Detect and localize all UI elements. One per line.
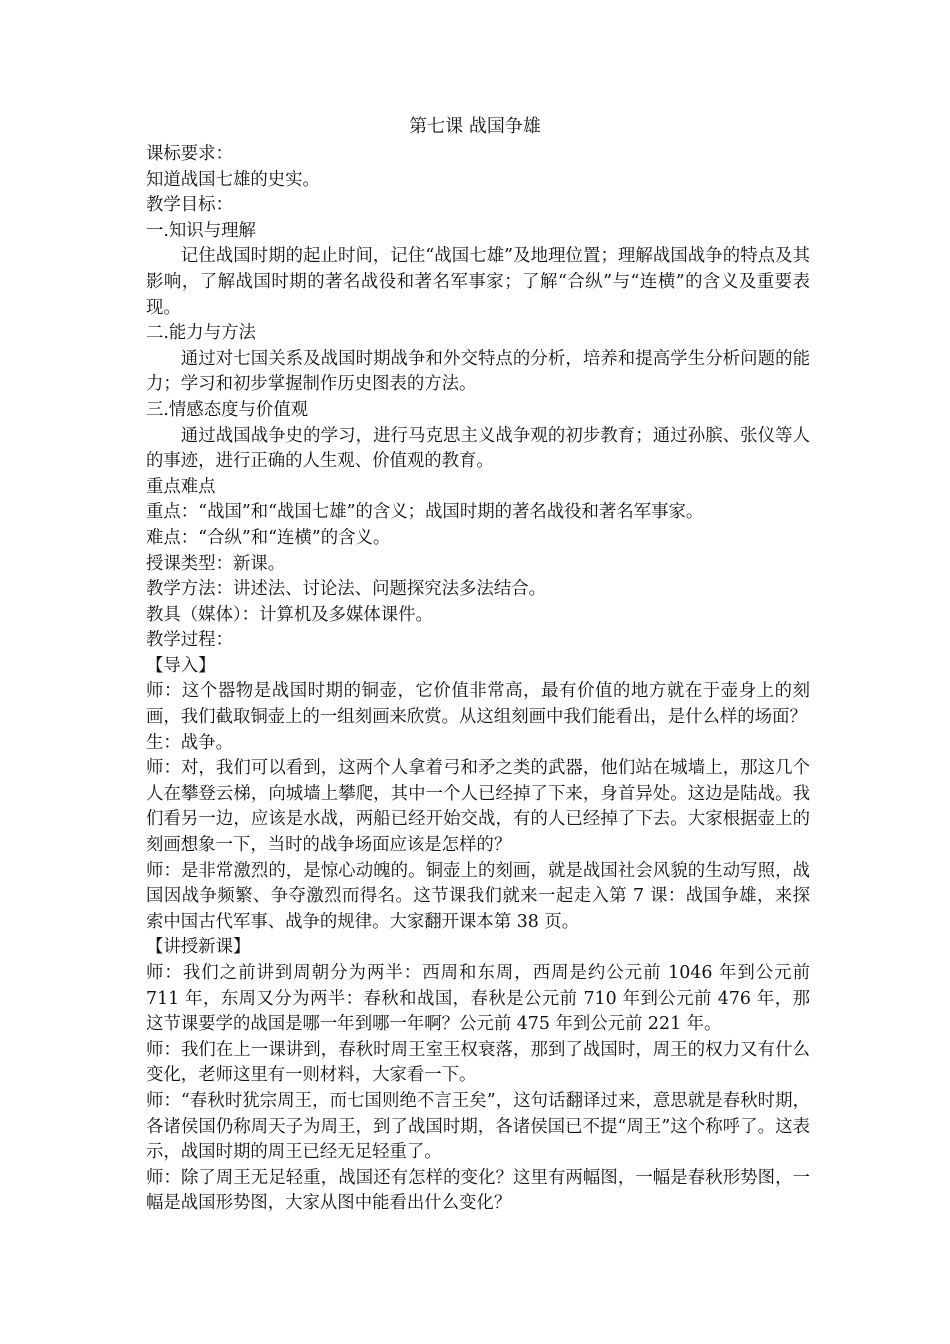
paragraph: 通过战国战争史的学习，进行马克思主义战争观的初步教育；通过孙膑、张仪等人的事迹，进行正确的人生观、价值观的教育。	[146, 425, 810, 472]
paragraph: 【导入】	[146, 655, 216, 676]
paragraph: 知道战国七雄的史实。	[146, 169, 320, 190]
paragraph: 通过对七国关系及战国时期战争和外交特点的分析，培养和提高学生分析问题的能力；学习和初步掌握制作历史图表的方法。	[146, 348, 810, 395]
paragraph: 重点难点	[146, 476, 216, 497]
paragraph: 师：我们之前讲到周朝分为两半：西周和东周，西周是约公元前 1046 年到公元前 711 年，东周又分为两半：春秋和战国，春秋是公元前 710 年到公元前 476 年，那这节课要学的战国是哪一年到哪一年啊？公元前 475 年到公元前 221 年。	[146, 963, 810, 1035]
paragraph: 授课类型：新课。	[146, 553, 286, 574]
paragraph: 师：这个器物是战国时期的铜壶，它价值非常高，最有价值的地方就在于壶身上的刻画，我们截取铜壶上的一组刻画来欣赏。从这组刻画中我们能看出，是什么样的场面？	[146, 681, 810, 728]
paragraph: 三.情感态度与价值观	[146, 399, 309, 420]
paragraph: 教学过程：	[146, 630, 233, 651]
paragraph: 教学方法：讲述法、讨论法、问题探究法多法结合。	[146, 579, 546, 600]
paragraph: 师：除了周王无足轻重，战国还有怎样的变化？这里有两幅图，一幅是春秋形势图，一幅是战国形势图，大家从图中能看出什么变化？	[146, 1167, 810, 1214]
document-title: 第七课 战国争雄	[409, 116, 541, 137]
paragraph: 生：战争。	[146, 732, 233, 753]
paragraph: 记住战国时期的起止时间，记住“战国七雄”及地理位置；理解战国战争的特点及其影响，了解战国时期的著名战役和著名军事家；了解“合纵”与“连横”的含义及重要表现。	[146, 246, 810, 318]
paragraph: 师：“春秋时犹宗周王，而七国则绝不言王矣”，这句话翻译过来，意思就是春秋时期，各诸侯国仍称周天子为周王，到了战国时期，各诸侯国已不提“周王”这个称呼了。这表示，战国时期的周王已经无足轻重了。	[146, 1090, 810, 1163]
paragraph: 师：我们在上一课讲到，春秋时周王室王权衰落，那到了战国时，周王的权力又有什么变化，老师这里有一则材料，大家看一下。	[146, 1039, 810, 1086]
document-body	[146, 142, 810, 1217]
paragraph: 教学目标：	[146, 195, 233, 216]
paragraph: 一.知识与理解	[146, 220, 256, 241]
paragraph: 二.能力与方法	[146, 323, 256, 344]
paragraph: 难点：“合纵”和“连横”的含义。	[146, 527, 391, 548]
paragraph: 师：是非常激烈的，是惊心动魄的。铜壶上的刻画，就是战国社会风貌的生动写照，战国因战争频繁、争夺激烈而得名。这节课我们就来一起走入第 7 课：战国争雄，来探索中国古代军事、战争的规律。大家翻开课本第 38 页。	[146, 860, 810, 932]
paragraph: 课标要求：	[146, 144, 233, 164]
paragraph: 教具（媒体）：计算机及多媒体课件。	[146, 604, 433, 625]
paragraph: 师：对，我们可以看到，这两个人拿着弓和矛之类的武器，他们站在城墙上，那这几个人在攀登云梯，向城墙上攀爬，其中一个人已经掉了下来，身首异处。这边是陆战。我们看另一边，应该是水战，两船已经开始交战，有的人已经掉了下去。大家根据壶上的刻画想象一下，当时的战争场面应该是怎样的？	[146, 758, 810, 856]
paragraph: 重点：“战国”和“战国七雄”的含义；战国时期的著名战役和著名军事家。	[146, 502, 704, 523]
paragraph: 【讲授新课】	[146, 937, 251, 958]
